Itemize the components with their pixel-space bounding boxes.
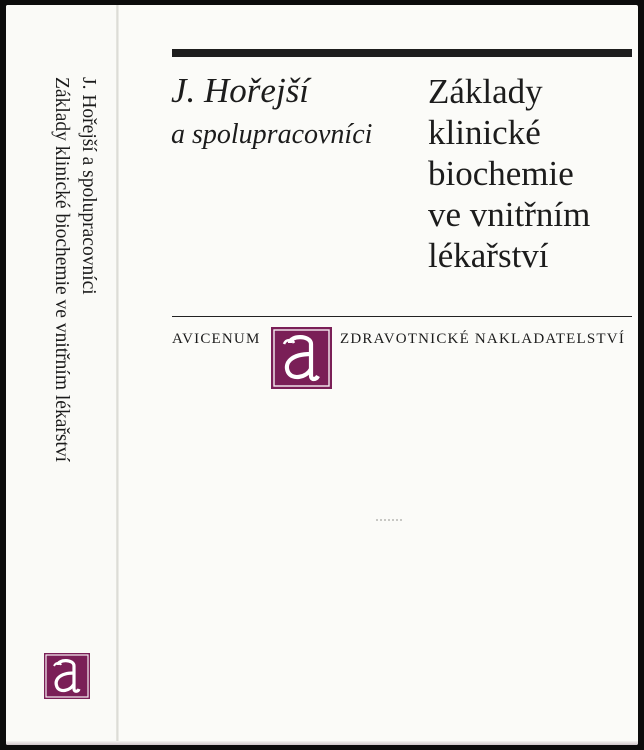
jacket-bottom-edge [6, 741, 638, 745]
title-line: klinické [428, 113, 541, 152]
avicenum-logo [271, 327, 332, 389]
spine-author-line: J. Hořejší a spolupracovníci [78, 77, 99, 295]
book-title [428, 71, 638, 276]
spine-fold-line [116, 5, 119, 745]
spine-avicenum-logo [44, 653, 90, 699]
publisher-name: ZDRAVOTNICKÉ NAKLADATELSTVÍ [340, 331, 626, 347]
book-jacket [6, 5, 638, 745]
publisher-imprint: AVICENUM [172, 331, 261, 347]
publisher-rule [172, 316, 632, 317]
top-rule [172, 49, 632, 57]
coauthors-line: a spolupracovníci [171, 119, 373, 150]
title-line: biochemie [428, 154, 574, 193]
title-line: Základy [428, 72, 543, 111]
title-line: ve vnitřním [428, 195, 591, 234]
title-line: lékařství [428, 236, 549, 275]
author-name: J. Hořejší [171, 71, 310, 110]
book-spine [6, 5, 118, 745]
spine-title-line: Základy klinické biochemie ve vnitřním lékařství [51, 77, 72, 463]
paper-scuff [376, 519, 404, 521]
spine-text-block [42, 77, 102, 557]
